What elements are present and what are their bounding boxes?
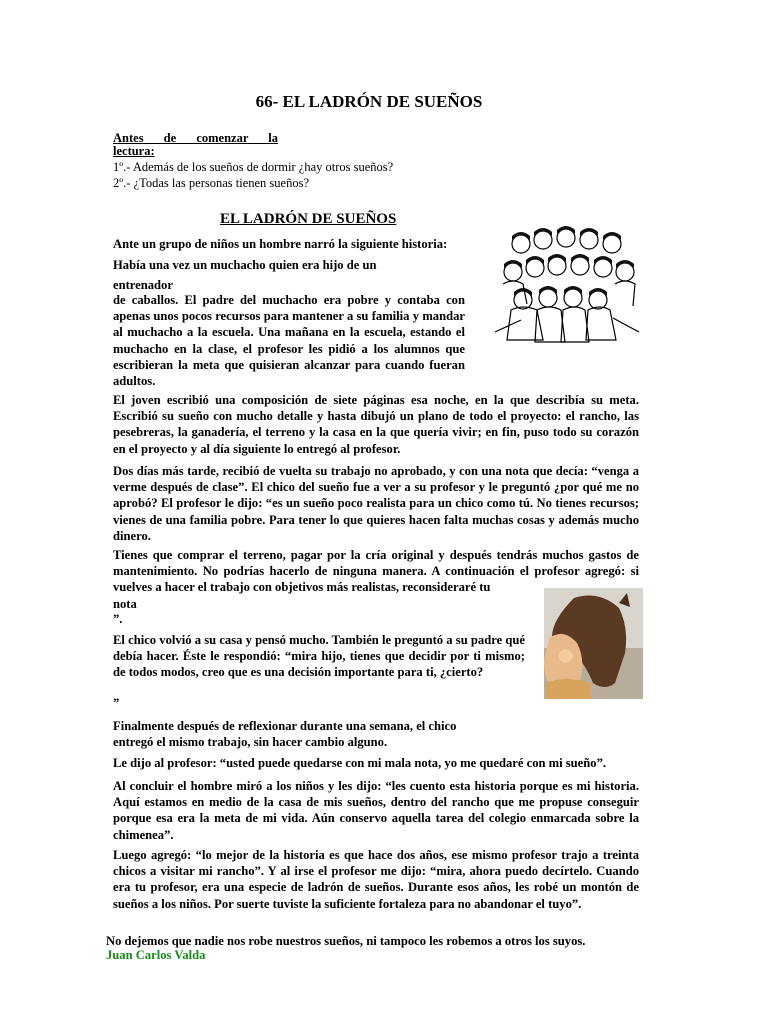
pre-reading-question-2: 2º.- ¿Todas las personas tienen sueños? <box>113 176 310 190</box>
page-title: 66- EL LADRÓN DE SUEÑOS <box>255 92 483 111</box>
paragraph-9: Al concluir el hombre miró a los niños y les dijo: “les cuento esta historia porque es mi historia. Aquí estamos en medio de la casa de mis sueños, dentro del rancho que me propuse conseguir porque esa era la meta de mi vida. Aún conservo aquella tarea del colegio enmarcada sobre la chimenea”. <box>113 779 639 842</box>
story-title: EL LADRÓN DE SUEÑOS <box>220 211 397 227</box>
children-group-illustration <box>493 222 643 350</box>
paragraph-8: Le dijo al profesor: “usted puede quedarse con mi mala nota, yo me quedaré con mi sueño”. <box>113 756 607 770</box>
pre-reading-question-1: 1º.- Además de los sueños de dormir ¿hay otros sueños? <box>113 160 394 174</box>
paragraph-6-quote-end: ” <box>113 696 120 710</box>
paragraph-5-note: nota <box>113 597 137 611</box>
author-name: Juan Carlos Valda <box>106 948 206 962</box>
paragraph-5-quote-end: ”. <box>113 612 123 626</box>
paragraph-3: El joven escribió una composición de siete páginas esa noche, en la que describía su meta. Escribió su sueño con mucho detalle y hasta dibujó un plano de todo el proyecto: el rancho, las pesebreras, la ganadería, el terreno y la casa en la que quería vivir; en fin, puso todo su corazón en el proyecto y al día siguiente lo entregó al profesor. <box>113 393 639 456</box>
paragraph-4: Dos días más tarde, recibió de vuelta su trabajo no aprobado, y con una nota que decía: “venga a verme después de clase”. El chico del sueño fue a ver a su profesor y le preguntó ¿por qué me no aprobó? El profesor le dijo: “es un sueño poco realista para un chico como tú. No tienes recursos; vienes de una familia pobre. Para tener lo que quieres hacen falta muchas cosas y además mucho dinero. <box>113 464 639 543</box>
pre-reading-heading-line2: lectura: <box>113 144 155 158</box>
paragraph-5: Tienes que comprar el terreno, pagar por la cría original y después tendrás muchos gastos de mantenimiento. No podrías hacerlo de ninguna manera. A continuación el profesor agregó: si vuelves a hacer el trabajo con objetivos más realistas, reconsideraré tu <box>113 548 639 595</box>
paragraph-7-line-2: entregó el mismo trabajo, sin hacer cambio alguno. <box>113 735 388 749</box>
paragraph-7-line-1: Finalmente después de reflexionar durante una semana, el chico <box>113 719 457 733</box>
paragraph-1: Ante un grupo de niños un hombre narró la siguiente historia: <box>113 237 448 251</box>
paragraph-2-body: de caballos. El padre del muchacho era pobre y contaba con apenas unos pocos recursos para mantener a su familia y mandar al muchacho a la escuela. Una mañana en la escuela, estando el muchacho en la clase, el profesor les pidió a los alumnos que escribieran la meta que quisieran alcanzar para cuando fueran adultos. <box>113 293 465 389</box>
paragraph-10: Luego agregó: “lo mejor de la historia es que hace dos años, ese mismo profesor trajo a treinta chicos a visitar mi rancho”. Y al irse el profesor me dijo: “mira, ahora puedo decírtelo. Cuando era tu profesor, era una especie de ladrón de sueños. Durante esos años, les robé un montón de sueños a los niños. Por suerte tuviste la suficiente fortaleza para no abandonar el tuyo”. <box>113 848 639 911</box>
pre-reading-heading <box>113 132 278 158</box>
paragraph-6: El chico volvió a su casa y pensó mucho. También le preguntó a su padre qué debía hacer. Éste le respondió: “mira hijo, tienes que decidir por ti mismo; de todos modos, creo que es una decisión importante para ti, ¿cierto? <box>113 633 525 680</box>
paragraph-2-line-1: Había una vez un muchacho quien era hijo de un <box>113 258 377 272</box>
closing-sentence: No dejemos que nadie nos robe nuestros sueños, ni tampoco les robemos a otros los suyos. <box>106 934 586 948</box>
horse-and-child-photo <box>544 588 643 699</box>
paragraph-2-line-2: entrenador <box>113 278 173 292</box>
pre-reading-heading-line1: Antes de comenzar la <box>113 131 278 145</box>
